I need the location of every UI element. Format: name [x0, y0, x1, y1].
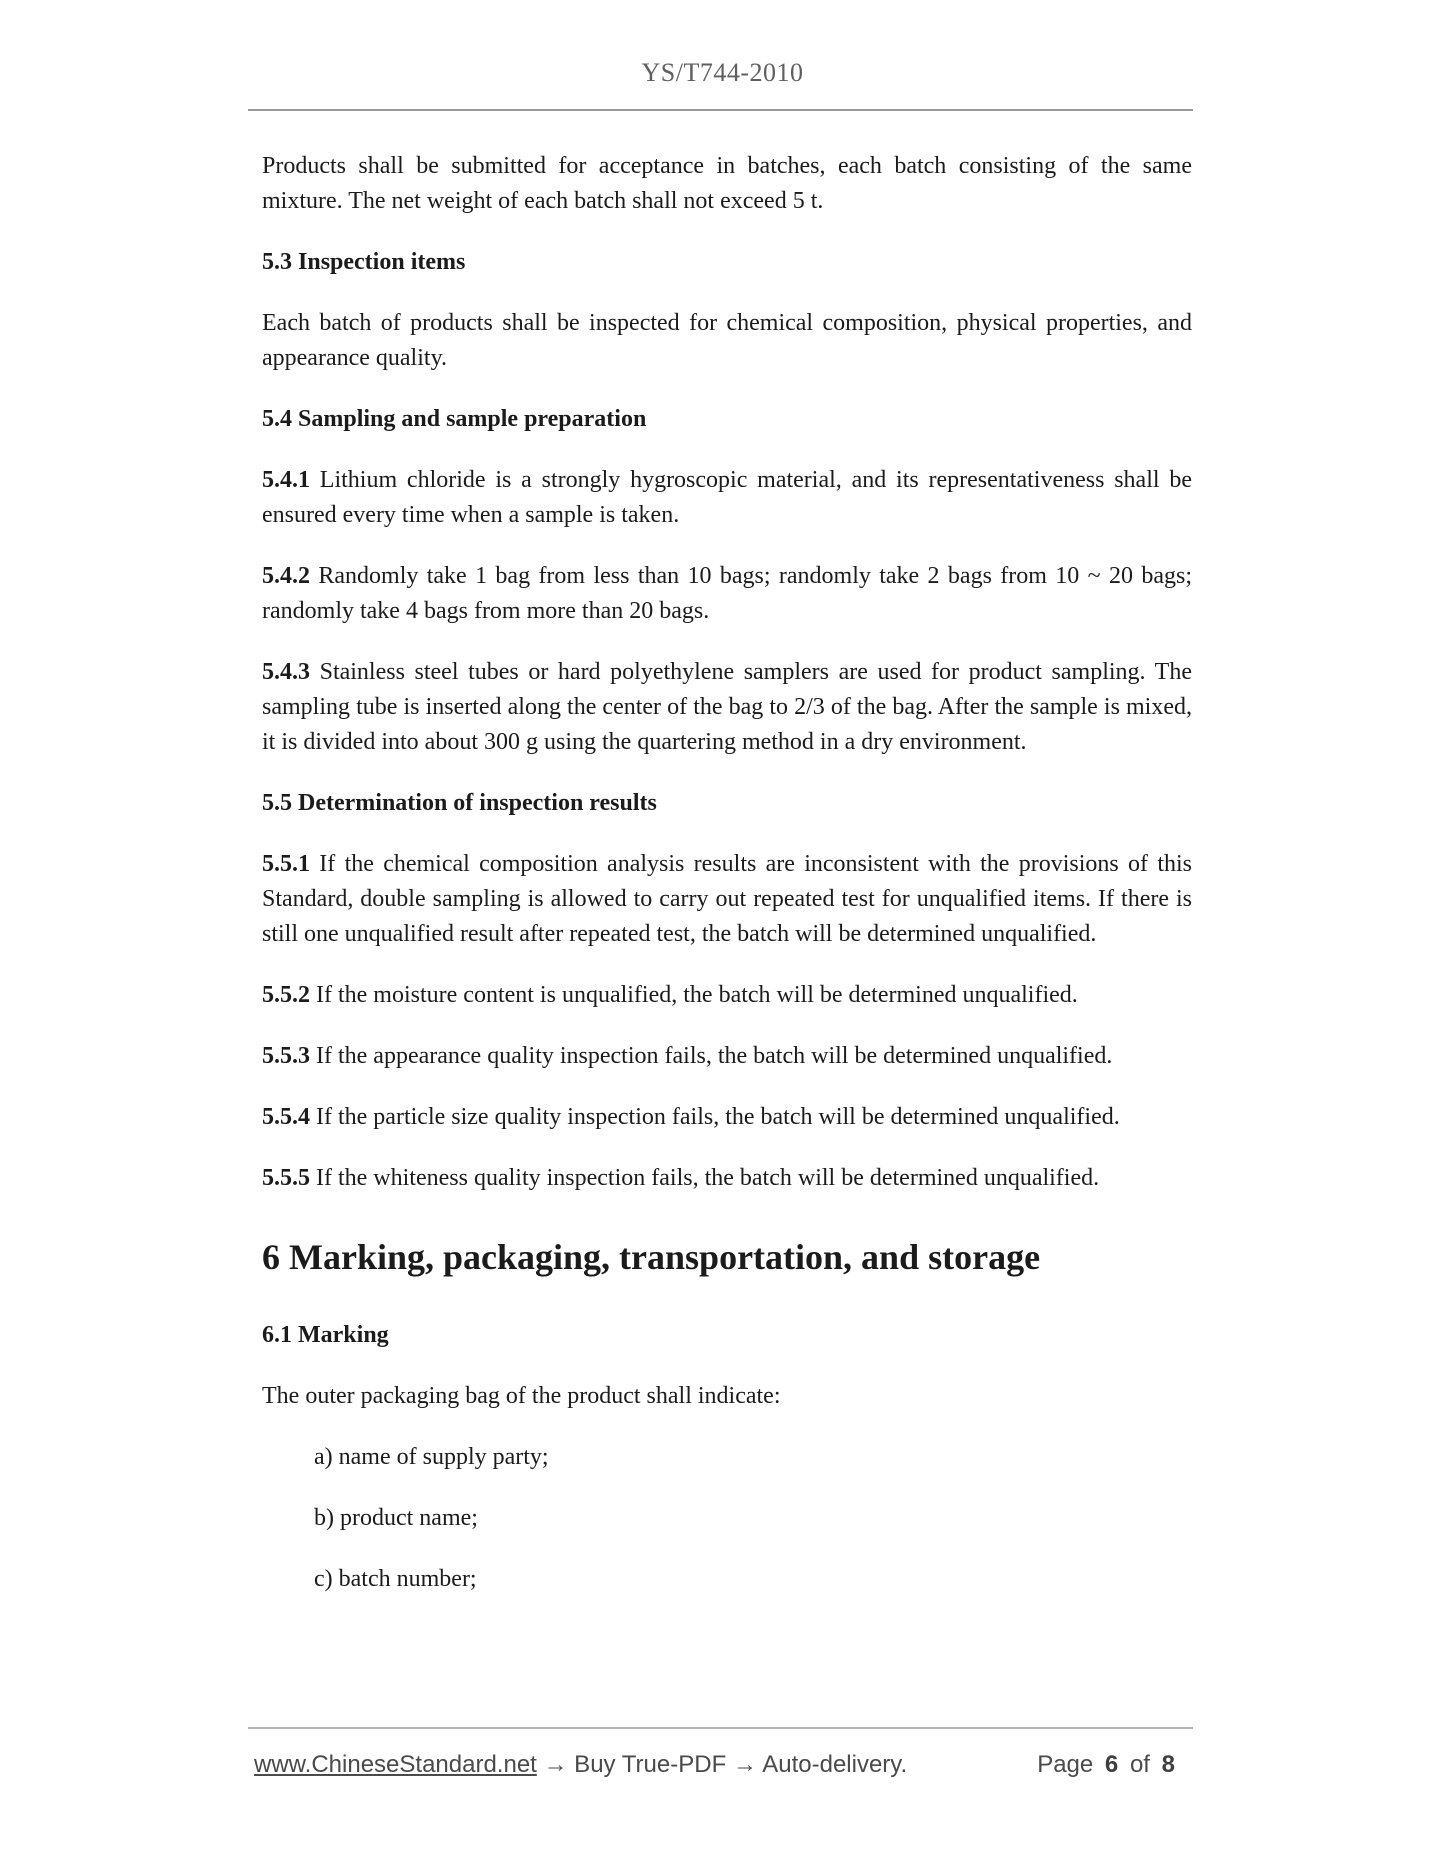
clause-number-5-4-1: 5.4.1: [262, 467, 310, 493]
paragraph-5-5-2: [262, 978, 1192, 1013]
clause-text-5-5-5: If the whiteness quality inspection fails, the batch will be determined unqualified.: [316, 1165, 1100, 1191]
heading-5-5-determination: 5.5 Determination of inspection results: [262, 790, 657, 816]
paragraph-5-4-3: [262, 655, 1192, 760]
clause-number-5-5-1: 5.5.1: [262, 851, 310, 877]
footer-left: [254, 1750, 907, 1780]
paragraph-outer-packaging: The outer packaging bag of the product shall indicate:: [262, 1383, 781, 1409]
clause-number-5-4-2: 5.4.2: [262, 563, 310, 589]
footer-site-link[interactable]: www.ChineseStandard.net: [254, 1751, 537, 1778]
paragraph-5-4-2: [262, 559, 1192, 629]
page-number-indicator: [1032, 1750, 1193, 1780]
clause-text-5-4-3: Stainless steel tubes or hard polyethylene samplers are used for product sampling. The sampling tube is inserted along the center of the bag to 2/3 of the bag. After the sample is mixed, it is divided into about 300 g using the quartering method in a dry environment.: [262, 659, 1192, 755]
clause-number-5-5-2: 5.5.2: [262, 982, 310, 1008]
clause-text-5-5-3: If the appearance quality inspection fails, the batch will be determined unqualified.: [316, 1043, 1113, 1069]
header-divider: [248, 109, 1193, 111]
paragraph-5-5-1: [262, 847, 1192, 952]
paragraph-5-5-3: [262, 1039, 1192, 1074]
heading-5-4-sampling: 5.4 Sampling and sample preparation: [262, 406, 647, 432]
paragraph-batch-acceptance: Products shall be submitted for acceptance in batches, each batch consisting of the same mixture. The net weight of each batch shall not exceed 5 t.: [262, 153, 1192, 214]
paragraph-5-5-4: [262, 1100, 1192, 1135]
page-current: 6: [1104, 1751, 1119, 1778]
list-item-a-supply-party: a) name of supply party;: [314, 1444, 549, 1470]
chapter-heading-6-marking-packaging: 6 Marking, packaging, transportation, and storage: [262, 1237, 1041, 1277]
clause-text-5-5-4: If the particle size quality inspection fails, the batch will be determined unqualified.: [316, 1104, 1120, 1130]
page-header-standard-code: YS/T744-2010: [641, 58, 804, 87]
heading-5-3-inspection-items: 5.3 Inspection items: [262, 249, 466, 275]
paragraph-5-5-5: [262, 1161, 1192, 1196]
list-item-b-product-name: b) product name;: [314, 1505, 478, 1531]
clause-number-5-5-4: 5.5.4: [262, 1104, 310, 1130]
footer-tagline: → Buy True-PDF → Auto-delivery.: [543, 1751, 908, 1778]
clause-number-5-5-3: 5.5.3: [262, 1043, 310, 1069]
list-item-c-batch-number: c) batch number;: [314, 1566, 477, 1592]
clause-number-5-4-3: 5.4.3: [262, 659, 310, 685]
heading-6-1-marking: 6.1 Marking: [262, 1322, 389, 1348]
paragraph-5-4-1: [262, 463, 1192, 533]
clause-text-5-4-2: Randomly take 1 bag from less than 10 bags; randomly take 2 bags from 10 ~ 20 bags; randomly take 4 bags from more than 20 bags.: [262, 563, 1193, 624]
footer-divider: [248, 1727, 1193, 1729]
clause-text-5-5-1: If the chemical composition analysis results are inconsistent with the provisions of this Standard, double sampling is allowed to carry out repeated test for unqualified items. If there is still one unqualified result after repeated test, the batch will be determined unqualified.: [262, 851, 1192, 947]
clause-text-5-4-1: Lithium chloride is a strongly hygroscopic material, and its representativeness shall be ensured every time when a sample is taken.: [262, 467, 1192, 528]
document-body: [248, 112, 1193, 1597]
clause-text-5-5-2: If the moisture content is unqualified, the batch will be determined unqualified.: [316, 982, 1078, 1008]
page-of-label: of: [1129, 1751, 1150, 1778]
paragraph-inspection-items: Each batch of products shall be inspected for chemical composition, physical properties, and appearance quality.: [262, 310, 1192, 371]
page-footer: [254, 1750, 1193, 1780]
page-total: 8: [1161, 1751, 1175, 1778]
page-label: Page: [1037, 1751, 1094, 1778]
clause-number-5-5-5: 5.5.5: [262, 1165, 310, 1191]
